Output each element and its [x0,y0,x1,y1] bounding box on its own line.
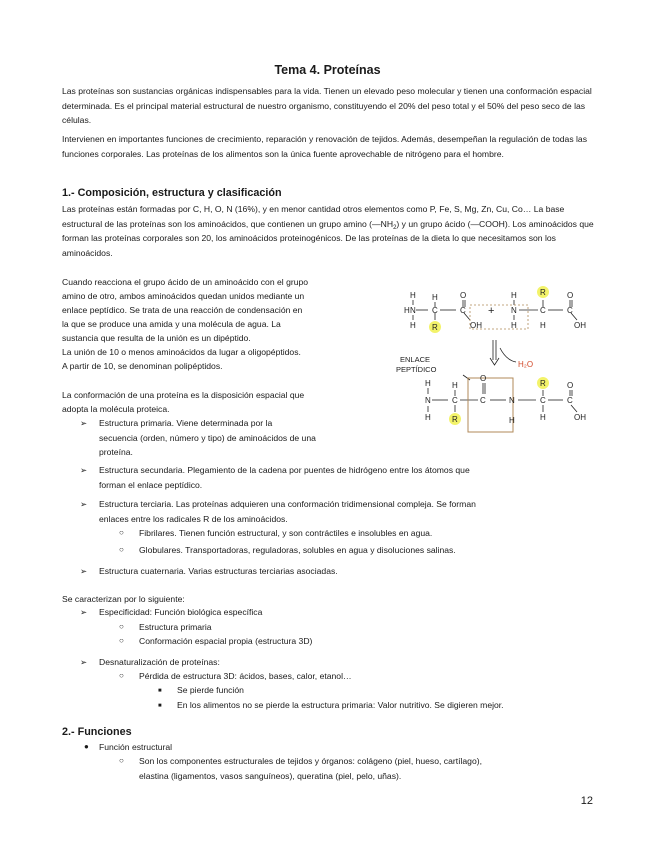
denaturation-label: Desnaturalización de proteínas: [99,657,220,667]
intro-text-2: Intervienen en importantes funciones de crecimiento, reparación y renovación de tejidos. Además, desempeñan la regulación de todas las funciones corporales. Las proteínas de los alimentos son la única fuente aprovechable de nitrógeno para el hombre. [62,134,588,159]
arrow-bullet-icon: ➢ [80,657,88,667]
specificity-label: Especificidad: Función biológica específica [99,607,263,617]
atom-h: H [509,416,515,425]
atom-h: H [410,321,416,330]
circle-bullet-icon: ○ [119,622,124,631]
atom-h: H [452,381,458,390]
atom-o: O [480,374,487,383]
diagram-bonds [413,300,577,414]
atom-h: H [511,291,517,300]
amino-subscript: 2 [393,224,397,231]
peptide-line: enlace peptídico. Se trata de una reacción de condensación en [62,305,303,315]
tertiary-globular: Globulares. Transportadoras, reguladoras, solubles en agua y disoluciones salinas. [139,545,456,555]
arrow-bullet-icon: ➢ [80,499,88,509]
peptide-line: A partir de 10, se denominan polipéptidos. [62,361,223,371]
structure-line: Estructura secundaria. Plegamiento de la cadena por puentes de hidrógeno entre los átomos que [99,465,470,475]
function-structural-detail [139,754,609,783]
circle-bullet-icon: ○ [119,528,124,537]
composition-text-b: ) y un grupo ácido ( [396,218,471,229]
atom-h: H [425,379,431,388]
page-title: Tema 4. Proteínas [274,63,381,77]
peptide-bond-box [468,378,513,432]
specificity-item: Conformación espacial propia (estructura 3D) [139,636,313,646]
intro-paragraph-2 [62,132,602,161]
structure-line: Estructura terciaria. Las proteínas adquieren una conformación tridimensional compleja. Se forman [99,499,476,509]
arrow-bullet-icon: ➢ [80,566,88,576]
tertiary-fibrillar: Fibrilares. Tienen función estructural, y son contráctiles e insolubles en agua. [139,528,433,538]
atom-n: N [509,396,515,405]
atom-h: H [540,321,546,330]
circle-bullet-icon: ○ [119,545,124,554]
intro-paragraph-1 [62,84,602,128]
atom-h: H [540,413,546,422]
atom-o: O [567,291,574,300]
denaturation-subitem: En los alimentos no se pierde la estructura primaria: Valor nutritivo. Se digieren mejor. [177,700,504,710]
atom-n: N [511,306,517,315]
atom-c: C [460,306,466,315]
circle-bullet-icon: ○ [119,756,124,765]
arrow-bullet-icon: ➢ [80,418,88,428]
atom-h: H [404,306,410,315]
structure-line: proteína. [99,447,133,457]
arrow-bullet-icon: ➢ [80,607,88,617]
water-label: H₂O [518,360,534,369]
peptide-line: Cuando reacciona el grupo ácido de un aminoácido con el grupo [62,277,309,287]
structure-line: secuencia (orden, número y tipo) de aminoácidos de una [99,432,316,443]
square-bullet-icon: ■ [158,688,162,694]
atom-c: C [452,396,458,405]
peptide-line: amino de otro, ambos aminoácidos quedan unidos mediante un [62,291,305,301]
function-line: Son los componentes estructurales de tejidos y órganos: colágeno (piel, hueso, cartílago), [139,756,482,766]
structure-quaternary [99,564,589,579]
peptide-bond-diagram [388,280,618,440]
composition-text-a: Las proteínas están formadas por C, H, O, N (16%), y en menor cantidad otros elementos como P, Fe, S, Mg, Zn, Cu, Co… La base estructural de las proteínas son los aminoácidos, que contienen un grupo amino ( [62,204,565,229]
structure-line: Estructura primaria. Viene determinada por la [99,418,273,428]
circle-bullet-icon: ○ [119,636,124,645]
atom-o: O [460,291,467,300]
atom-r: R [540,379,546,388]
atom-n: N [410,306,416,315]
arrow-bullet-icon: ➢ [80,465,88,475]
conformation-line: La conformación de una proteína es la disposición espacial que [62,390,305,400]
peptide-line: la que se produce una amida y una molécula de agua. La [62,319,281,329]
denaturation-subitem: Se pierde función [177,685,244,695]
function-structural: Función estructural [99,742,173,752]
atom-oh: OH [574,413,586,422]
structure-line: forman el enlace peptídico. [99,479,203,490]
structure-line: enlaces entre los radicales R de los aminoácidos. [99,513,288,524]
peptide-line: La unión de 10 o menos aminoácidos da lugar a oligopéptidos. [62,347,301,357]
atom-h: H [425,413,431,422]
acid-group: —COOH [470,218,505,229]
section-1-heading: 1.- Composición, estructura y clasificación [62,187,282,199]
atom-r: R [452,415,458,424]
atom-r: R [540,288,546,297]
atom-h: H [410,291,416,300]
section-2-heading: 2.- Funciones [62,726,132,738]
conformation-line: adopta la molécula proteica. [62,404,170,414]
composition-paragraph [62,202,602,260]
peptide-line: sustancia que resulta de la unión es un dipéptido. [62,333,251,343]
atom-r: R [432,323,438,332]
atom-o: O [567,381,574,390]
atom-n: N [425,396,431,405]
composition-text-c: ). Los aminoácidos que forman las proteínas corporales son 20, los aminoácidos proteinogénicos. De las proteínas de la dieta lo que necesitamos son los aminoácidos. [62,218,594,258]
plus-sign: + [488,305,495,317]
circle-bullet-icon: ○ [119,671,124,680]
specificity-item: Estructura primaria [139,622,212,632]
characterized-intro: Se caracterizan por lo siguiente: [62,594,185,604]
atom-c: C [480,396,486,405]
page-number: 12 [580,795,593,807]
atom-c: C [540,306,546,315]
intro-text-1: Las proteínas son sustancias orgánicas indispensables para la vida. Tienen un elevado peso molecular y tienen una conformación espacial determinada. Es el principal material estructural de nuestro organismo, constituyendo el 20% del peso total y el 50% del peso seco de las células. [62,86,592,125]
structure-secondary [99,463,589,492]
function-line: elastina (ligamentos, vasos sanguíneos), queratina (piel, pelo, uñas). [139,770,402,781]
atom-c: C [540,396,546,405]
denaturation-item: Pérdida de estructura 3D: ácidos, bases, calor, etanol… [139,671,352,681]
square-bullet-icon: ■ [158,703,162,709]
structure-tertiary [99,497,589,526]
atom-c: C [432,306,438,315]
bond-label: PEPTÍDICO [396,365,437,374]
atom-c: C [567,396,573,405]
atom-c: C [567,306,573,315]
filled-bullet-icon: ● [84,742,89,751]
atom-oh: OH [574,321,586,330]
bond-label: ENLACE [400,355,431,364]
structure-line: Estructura cuaternaria. Varias estructuras terciarias asociadas. [99,566,338,576]
atom-h: H [432,293,438,302]
amino-group: —NH [372,218,394,229]
atom-h: H [511,321,517,330]
diagram-labels [396,288,586,425]
atom-oh: OH [470,321,482,330]
